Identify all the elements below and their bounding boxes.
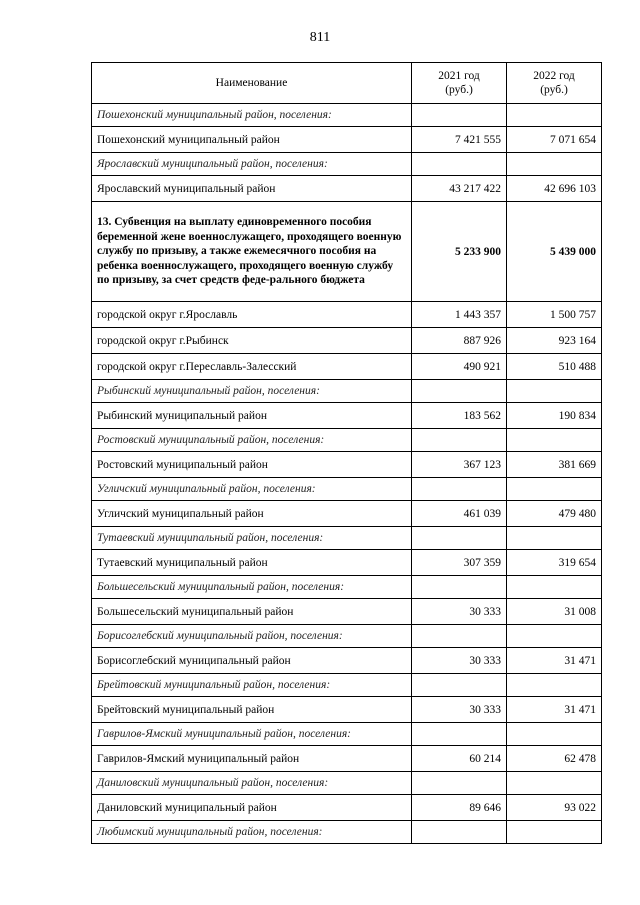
value-2021-cell: 183 562 xyxy=(412,403,507,429)
row-name-cell: Пошехонский муниципальный район xyxy=(92,127,412,153)
table-body xyxy=(92,104,602,844)
table-section-row xyxy=(92,625,602,648)
value-2021-cell xyxy=(412,821,507,844)
table-header-row xyxy=(92,63,602,104)
value-2022-cell: 190 834 xyxy=(507,403,602,429)
value-2021-cell: 30 333 xyxy=(412,697,507,723)
row-name-cell: Большесельский муниципальный район xyxy=(92,599,412,625)
value-2022-cell: 7 071 654 xyxy=(507,127,602,153)
value-2021-cell: 461 039 xyxy=(412,501,507,527)
row-name-cell: Пошехонский муниципальный район, поселения: xyxy=(92,104,412,127)
row-name-cell: городской округ г.Переславль-Залесский xyxy=(92,354,412,380)
table-row xyxy=(92,328,602,354)
table-section-row xyxy=(92,104,602,127)
value-2021-cell xyxy=(412,576,507,599)
value-2021-cell xyxy=(412,380,507,403)
table-row xyxy=(92,403,602,429)
table-row xyxy=(92,746,602,772)
row-name-cell: Даниловский муниципальный район, поселения: xyxy=(92,772,412,795)
row-name-cell: Брейтовский муниципальный район xyxy=(92,697,412,723)
value-2021-cell xyxy=(412,429,507,452)
value-2022-cell xyxy=(507,429,602,452)
row-name-cell: 13. Субвенция на выплату единовременного пособия беременной жене военнослужащего, проходящего военную службу по призыву, а также ежемесячного пособия на ребенка военнослужащего, проходящего военную службу по призыву, за счет средств феде-рального бюджета xyxy=(92,202,412,302)
table-row xyxy=(92,795,602,821)
table-section-row xyxy=(92,429,602,452)
row-name-cell: Тутаевский муниципальный район, поселения: xyxy=(92,527,412,550)
row-name-cell: городской округ г.Ярославль xyxy=(92,302,412,328)
table-row xyxy=(92,127,602,153)
value-2021-cell: 307 359 xyxy=(412,550,507,576)
row-name-cell: Ростовский муниципальный район, поселения: xyxy=(92,429,412,452)
value-2022-cell xyxy=(507,625,602,648)
value-2021-cell xyxy=(412,104,507,127)
table-row xyxy=(92,302,602,328)
value-2022-cell: 31 471 xyxy=(507,697,602,723)
row-name-cell: Борисоглебский муниципальный район, поселения: xyxy=(92,625,412,648)
table-section-row xyxy=(92,821,602,844)
table-row xyxy=(92,697,602,723)
value-2021-cell: 30 333 xyxy=(412,599,507,625)
row-name-cell: Борисоглебский муниципальный район xyxy=(92,648,412,674)
row-name-cell: городской округ г.Рыбинск xyxy=(92,328,412,354)
value-2022-cell: 93 022 xyxy=(507,795,602,821)
value-2022-cell xyxy=(507,821,602,844)
value-2022-cell: 5 439 000 xyxy=(507,202,602,302)
value-2022-cell: 319 654 xyxy=(507,550,602,576)
budget-table xyxy=(91,62,602,844)
row-name-cell: Любимский муниципальный район, поселения: xyxy=(92,821,412,844)
header-2021: 2021 год (руб.) xyxy=(412,63,507,104)
value-2021-cell: 490 921 xyxy=(412,354,507,380)
value-2021-cell: 887 926 xyxy=(412,328,507,354)
value-2022-cell: 381 669 xyxy=(507,452,602,478)
row-name-cell: Рыбинский муниципальный район xyxy=(92,403,412,429)
row-name-cell: Угличский муниципальный район, поселения: xyxy=(92,478,412,501)
value-2022-cell xyxy=(507,576,602,599)
row-name-cell: Гаврилов-Ямский муниципальный район, поселения: xyxy=(92,723,412,746)
value-2021-cell: 43 217 422 xyxy=(412,176,507,202)
value-2022-cell xyxy=(507,478,602,501)
value-2022-cell: 510 488 xyxy=(507,354,602,380)
value-2021-cell xyxy=(412,723,507,746)
value-2021-cell: 30 333 xyxy=(412,648,507,674)
table-row xyxy=(92,648,602,674)
value-2022-cell xyxy=(507,153,602,176)
header-name: Наименование xyxy=(92,63,412,104)
value-2022-cell xyxy=(507,772,602,795)
value-2022-cell: 42 696 103 xyxy=(507,176,602,202)
value-2021-cell: 1 443 357 xyxy=(412,302,507,328)
table-row xyxy=(92,599,602,625)
row-name-cell: Гаврилов-Ямский муниципальный район xyxy=(92,746,412,772)
value-2021-cell xyxy=(412,153,507,176)
row-name-cell: Ростовский муниципальный район xyxy=(92,452,412,478)
value-2022-cell xyxy=(507,723,602,746)
value-2022-cell xyxy=(507,104,602,127)
value-2021-cell: 60 214 xyxy=(412,746,507,772)
table-section-row xyxy=(92,674,602,697)
header-2022: 2022 год (руб.) xyxy=(507,63,602,104)
row-name-cell: Ярославский муниципальный район, поселения: xyxy=(92,153,412,176)
value-2022-cell: 62 478 xyxy=(507,746,602,772)
row-name-cell: Даниловский муниципальный район xyxy=(92,795,412,821)
value-2021-cell: 367 123 xyxy=(412,452,507,478)
table-section-row xyxy=(92,478,602,501)
row-name-cell: Тутаевский муниципальный район xyxy=(92,550,412,576)
value-2021-cell: 89 646 xyxy=(412,795,507,821)
table-section-row xyxy=(92,576,602,599)
row-name-cell: Большесельский муниципальный район, поселения: xyxy=(92,576,412,599)
table-section-row xyxy=(92,527,602,550)
table-row xyxy=(92,550,602,576)
page-number: 811 xyxy=(309,30,331,45)
table-section-row xyxy=(92,772,602,795)
value-2022-cell xyxy=(507,380,602,403)
value-2021-cell xyxy=(412,625,507,648)
value-2022-cell: 923 164 xyxy=(507,328,602,354)
value-2021-cell xyxy=(412,674,507,697)
value-2021-cell xyxy=(412,527,507,550)
value-2021-cell xyxy=(412,772,507,795)
value-2022-cell xyxy=(507,527,602,550)
value-2022-cell: 1 500 757 xyxy=(507,302,602,328)
value-2021-cell xyxy=(412,478,507,501)
value-2022-cell: 31 471 xyxy=(507,648,602,674)
table-section-row xyxy=(92,723,602,746)
value-2022-cell xyxy=(507,674,602,697)
value-2021-cell: 7 421 555 xyxy=(412,127,507,153)
row-name-cell: Ярославский муниципальный район xyxy=(92,176,412,202)
table-row xyxy=(92,202,602,302)
table-section-row xyxy=(92,153,602,176)
value-2022-cell: 479 480 xyxy=(507,501,602,527)
table-row xyxy=(92,176,602,202)
row-name-cell: Рыбинский муниципальный район, поселения: xyxy=(92,380,412,403)
table-row xyxy=(92,354,602,380)
row-name-cell: Брейтовский муниципальный район, поселения: xyxy=(92,674,412,697)
value-2022-cell: 31 008 xyxy=(507,599,602,625)
table-row xyxy=(92,452,602,478)
table-row xyxy=(92,501,602,527)
row-name-cell: Угличский муниципальный район xyxy=(92,501,412,527)
value-2021-cell: 5 233 900 xyxy=(412,202,507,302)
table-section-row xyxy=(92,380,602,403)
